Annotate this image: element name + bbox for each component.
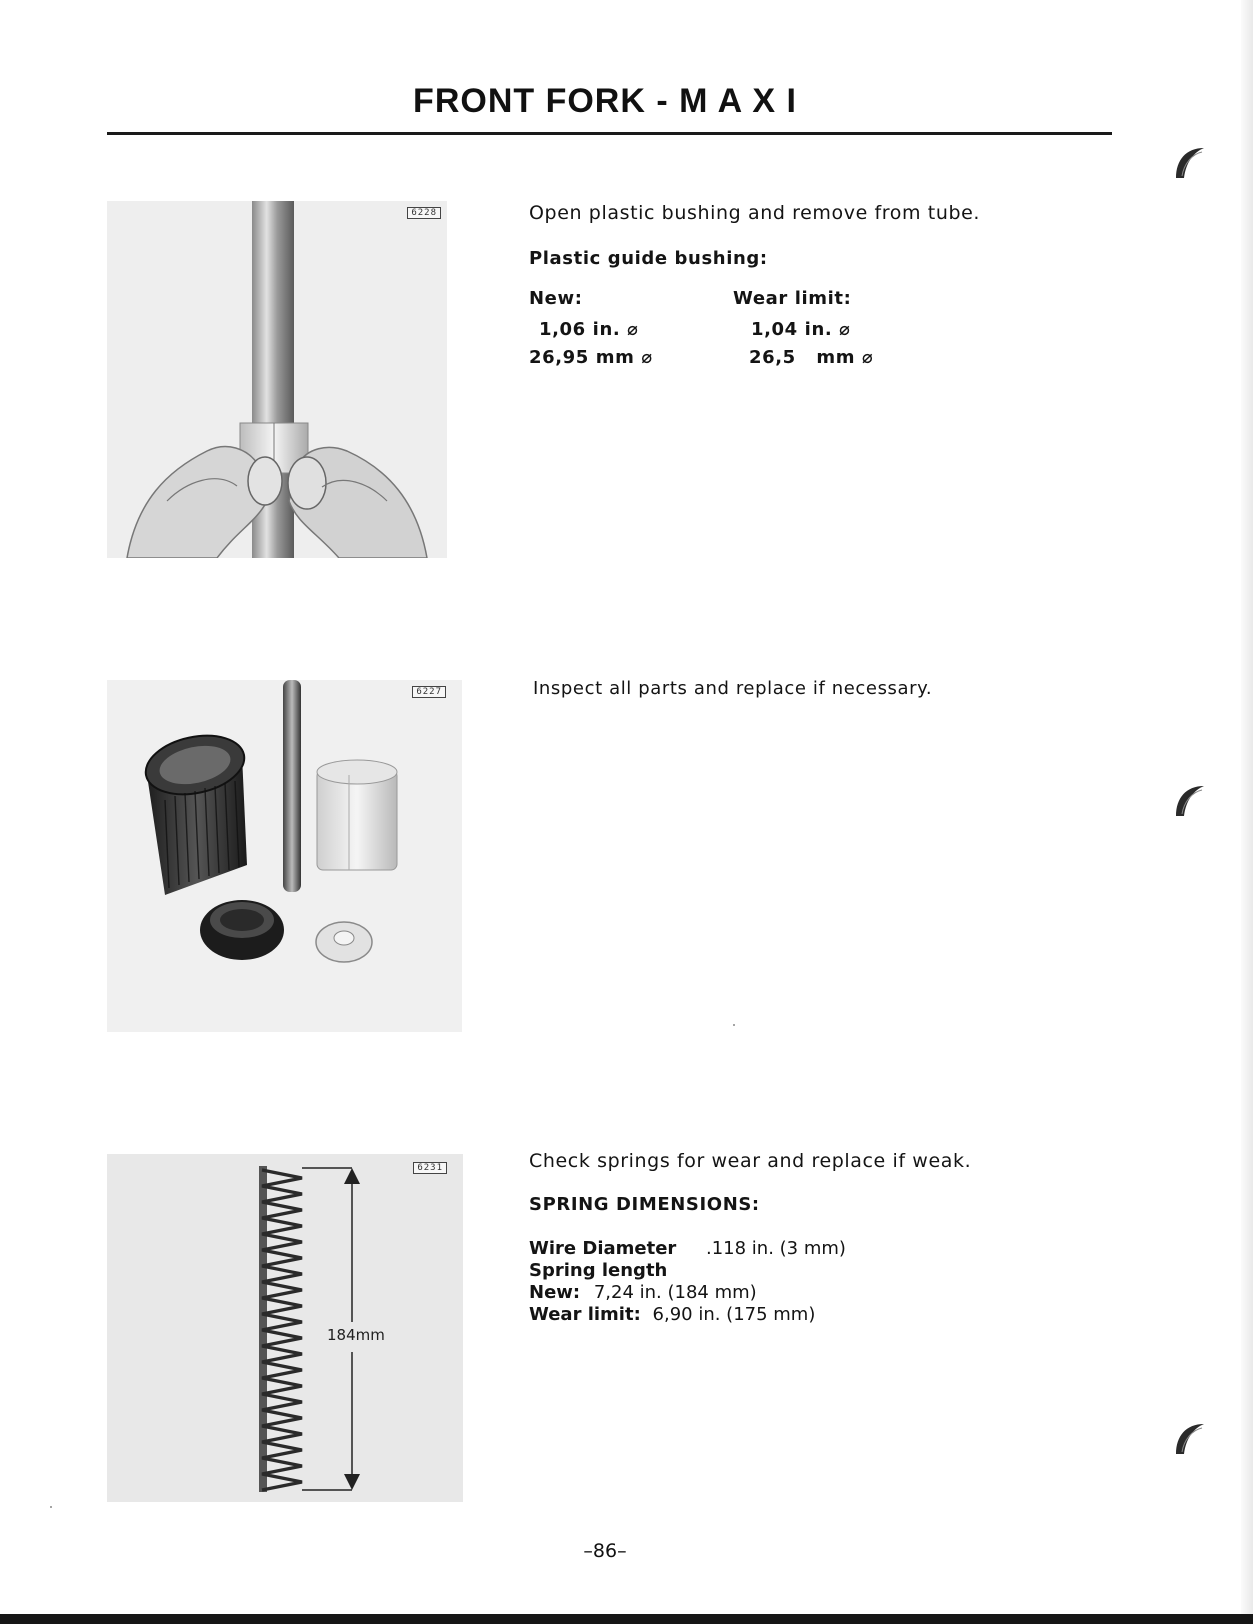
spring-wear-value: 6,90 in. (175 mm): [652, 1304, 816, 1325]
wire-diameter-label: Wire Diameter: [529, 1238, 677, 1259]
page-number: –86–: [583, 1540, 627, 1562]
spring-dimension-label: 184mm: [327, 1326, 385, 1344]
spring-new-row: [529, 1282, 757, 1303]
photo-fork-tube-bushing: [107, 201, 447, 558]
spring-wear-row: [529, 1304, 815, 1325]
instruction-check-springs: Check springs for wear and replace if weak.: [529, 1150, 972, 1172]
figure-number: 6228: [407, 207, 441, 219]
new-value-in: 1,06 in. ⌀: [539, 319, 639, 340]
spring-wear-label: Wear limit:: [529, 1304, 641, 1325]
scan-bottom-edge: [0, 1614, 1253, 1624]
instruction-inspect-parts: Inspect all parts and replace if necessary.: [533, 678, 933, 699]
wear-limit-label: Wear limit:: [733, 288, 852, 309]
title-rule: [107, 132, 1112, 135]
photo-fork-parts: [107, 680, 462, 1032]
page-edge: [1241, 0, 1253, 1624]
spring-dimensions-heading: SPRING DIMENSIONS:: [529, 1194, 760, 1215]
photo-spring-length: [107, 1154, 463, 1502]
new-value-mm: 26,95 mm ⌀: [529, 347, 653, 368]
spring-length-row: [529, 1260, 667, 1281]
bushing-heading: Plastic guide bushing:: [529, 248, 768, 269]
wire-diameter-value: .118 in. (3 mm): [706, 1238, 846, 1259]
wear-limit-value-in: 1,04 in. ⌀: [751, 319, 851, 340]
spring-length-label: Spring length: [529, 1260, 668, 1281]
scan-speck: [733, 1024, 735, 1026]
wear-limit-value-mm: 26,5 mm ⌀: [749, 347, 874, 368]
instruction-remove-bushing: Open plastic bushing and remove from tube.: [529, 202, 981, 224]
scan-speck: [50, 1506, 52, 1508]
figure-number: 6231: [413, 1162, 447, 1174]
spring-new-label: New:: [529, 1282, 581, 1303]
wire-diameter-row: [529, 1238, 676, 1259]
thumb-index-tab-icon: [1172, 1418, 1208, 1458]
page-title: FRONT FORK - M A X I: [413, 82, 797, 120]
spring-new-value: 7,24 in. (184 mm): [593, 1282, 757, 1303]
thumb-index-tab-icon: [1172, 780, 1208, 820]
new-label: New:: [529, 288, 583, 309]
figure-number: 6227: [412, 686, 446, 698]
thumb-index-tab-icon: [1172, 142, 1208, 182]
